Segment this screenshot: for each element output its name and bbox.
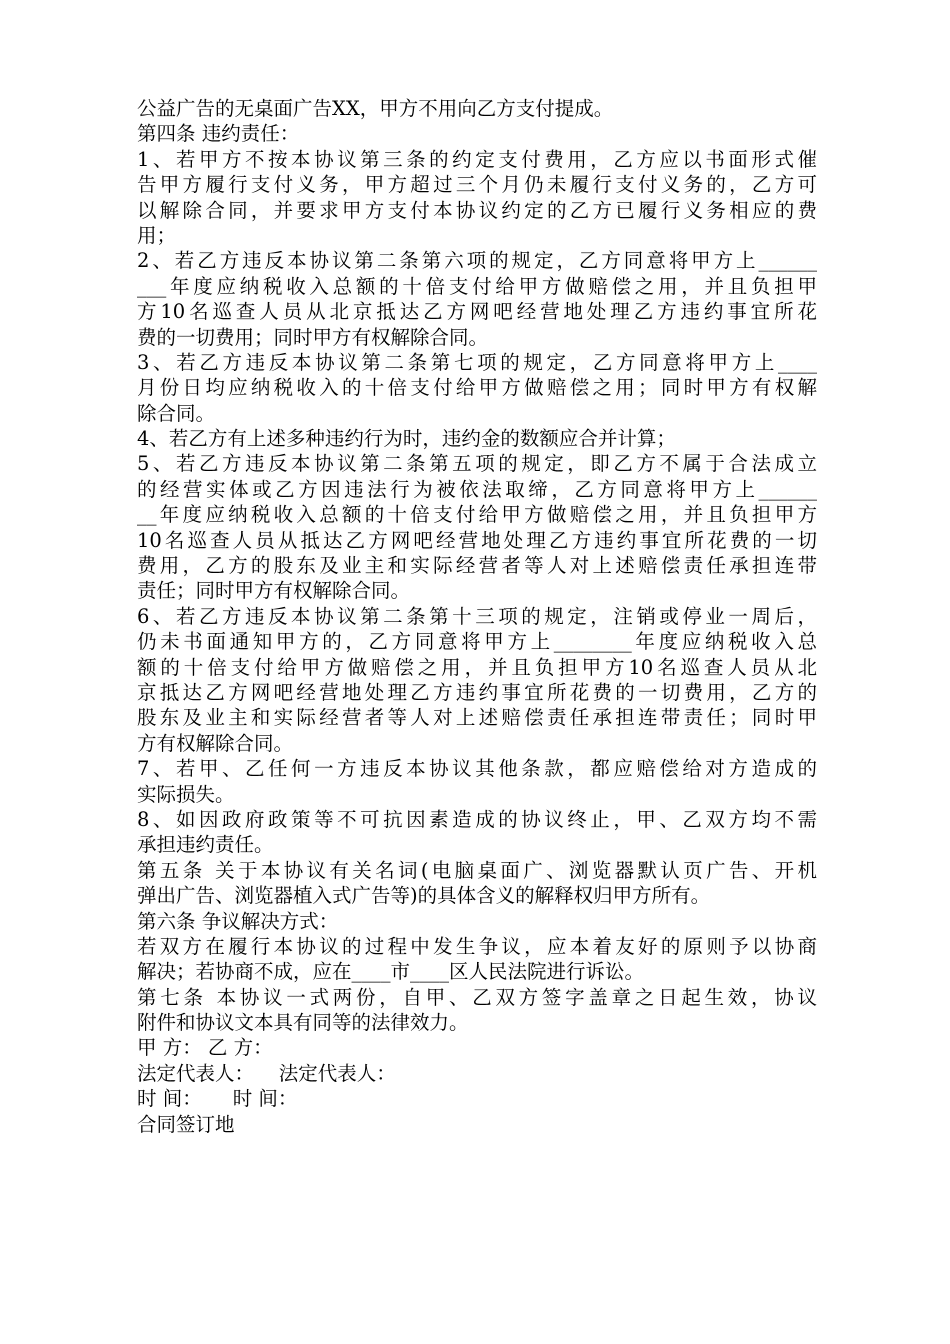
text-line: 京抵达乙方网吧经营地处理乙方违约事宜所花费的一切费用，乙方的 bbox=[137, 680, 817, 704]
contract-page bbox=[137, 96, 817, 1137]
text-line: 实际损失。 bbox=[137, 782, 235, 806]
section-heading-7: 第七条 本协议一式两份，自甲、乙双方签字盖章之日起生效，协议 bbox=[137, 985, 817, 1009]
text-line: 弹出广告、浏览器植入式广告等)的具体含义的解释权归甲方所有。 bbox=[137, 884, 711, 908]
text-line: 月份日均应纳税收入的十倍支付给甲方做赔偿之用；同时甲方有权解 bbox=[137, 376, 817, 400]
text-line: 责任；同时甲方有权解除合同。 bbox=[137, 579, 411, 603]
text-line: 承担违约责任。 bbox=[137, 833, 274, 857]
text-line: 解决；若协商不成，应在____市____区人民法院进行诉讼。 bbox=[137, 960, 645, 984]
text-line: ___年度应纳税收入总额的十倍支付给甲方做赔偿之用，并且负担甲 bbox=[137, 274, 817, 298]
signature-representatives: 法定代表人： 法定代表人： bbox=[137, 1061, 396, 1085]
signature-parties: 甲 方： 乙 方： bbox=[137, 1036, 273, 1060]
text-line: 费用，乙方的股东及业主和实际经营者等人对上述赔偿责任承担连带 bbox=[137, 554, 817, 578]
text-line: 除合同。 bbox=[137, 401, 216, 425]
text-line: __年度应纳税收入总额的十倍支付给甲方做赔偿之用，并且负担甲方 bbox=[137, 503, 817, 527]
text-line: 8、如因政府政策等不可抗因素造成的协议终止，甲、乙双方均不需 bbox=[137, 807, 817, 831]
text-line: 附件和协议文本具有同等的法律效力。 bbox=[137, 1011, 469, 1035]
text-line: 的经营实体或乙方因违法行为被依法取缔，乙方同意将甲方上______ bbox=[137, 477, 817, 501]
text-line: 6、若乙方违反本协议第二条第十三项的规定，注销或停业一周后， bbox=[137, 604, 817, 628]
text-line: 额的十倍支付给甲方做赔偿之用，并且负担甲方10名巡查人员从北 bbox=[137, 655, 817, 679]
text-line: 3、若乙方违反本协议第二条第七项的规定，乙方同意将甲方上____ bbox=[137, 350, 817, 374]
text-line: 10名巡查人员从抵达乙方网吧经营地处理乙方违约事宜所花费的一切 bbox=[137, 528, 817, 552]
text-line: 股东及业主和实际经营者等人对上述赔偿责任承担连带责任；同时甲 bbox=[137, 706, 817, 730]
text-line: 2、若乙方违反本协议第二条第六项的规定，乙方同意将甲方上______ bbox=[137, 249, 817, 273]
signature-dates: 时 间： 时 间： bbox=[137, 1087, 298, 1111]
section-heading-4: 第四条 违约责任： bbox=[137, 122, 300, 146]
text-line: 方有权解除合同。 bbox=[137, 731, 294, 755]
text-line: 7、若甲、乙任何一方违反本协议其他条款，都应赔偿给对方造成的 bbox=[137, 757, 817, 781]
text-line: 方10名巡查人员从北京抵达乙方网吧经营地处理乙方违约事宜所花 bbox=[137, 300, 817, 324]
text-line: 告甲方履行支付义务，甲方超过三个月仍未履行支付义务的，乙方可 bbox=[137, 173, 817, 197]
text-line: 4、若乙方有上述多种违约行为时，违约金的数额应合并计算； bbox=[137, 427, 676, 451]
text-line: 1、若甲方不按本协议第三条的约定支付费用，乙方应以书面形式催 bbox=[137, 147, 817, 171]
text-line: 若双方在履行本协议的过程中发生争议，应本着友好的原则予以协商 bbox=[137, 934, 817, 958]
text-line: 费的一切费用；同时甲方有权解除合同。 bbox=[137, 325, 489, 349]
text-line: 5、若乙方违反本协议第二条第五项的规定，即乙方不属于合法成立 bbox=[137, 452, 817, 476]
signing-place: 合同签订地 bbox=[137, 1112, 235, 1136]
section-heading-5: 第五条 关于本协议有关名词(电脑桌面广、浏览器默认页广告、开机 bbox=[137, 858, 817, 882]
text-line: 以解除合同，并要求甲方支付本协议约定的乙方已履行义务相应的费 bbox=[137, 198, 817, 222]
text-line: 公益广告的无桌面广告XX，甲方不用向乙方支付提成。 bbox=[137, 97, 614, 120]
text-line: 用； bbox=[137, 223, 177, 247]
text-line: 仍未书面通知甲方的，乙方同意将甲方上________年度应纳税收入总 bbox=[137, 630, 817, 654]
section-heading-6: 第六条 争议解决方式： bbox=[137, 909, 339, 933]
